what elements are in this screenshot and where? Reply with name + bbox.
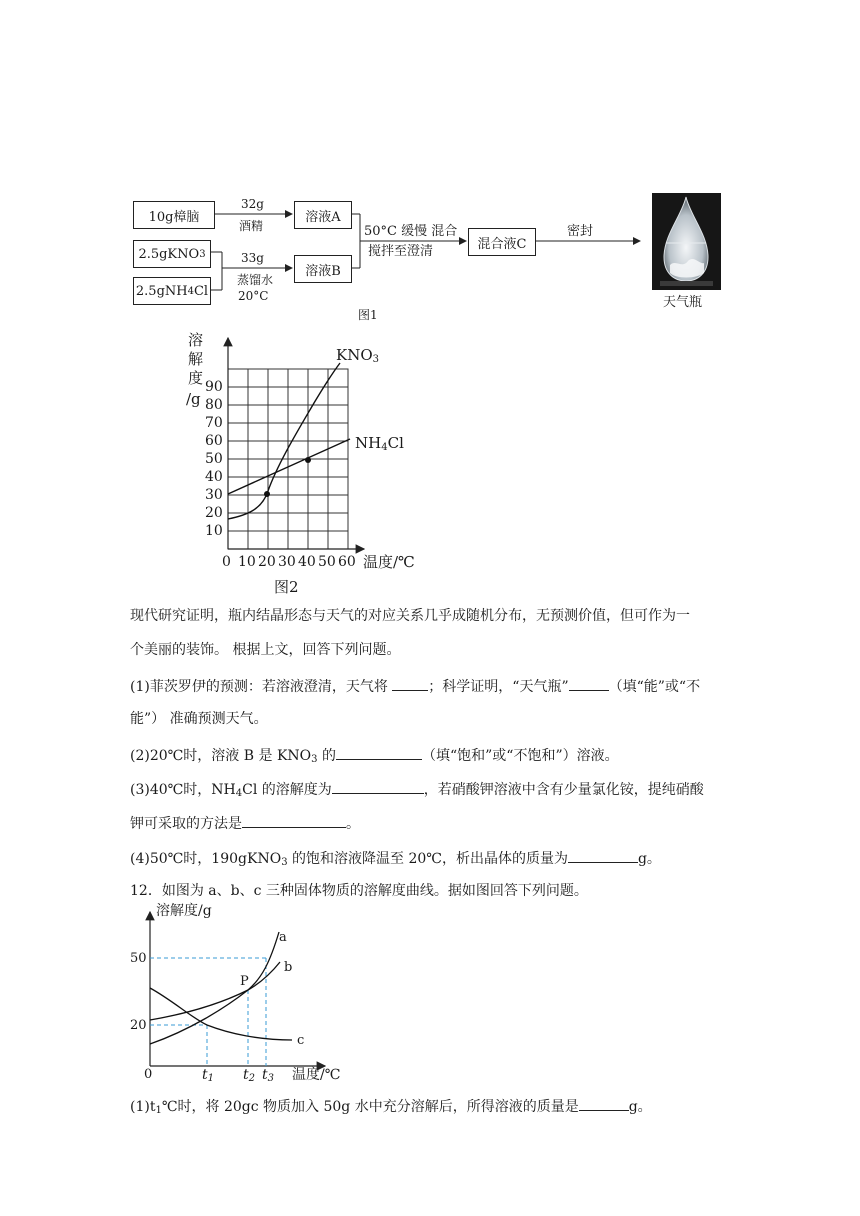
question-1-text-a: (1)菲茨罗伊的预测：若溶液澄清，天气将 [130, 679, 393, 695]
box-kno3-text: 2.5gKNO [138, 246, 200, 262]
series-label-nh4cl-text-a: NH [355, 434, 382, 452]
question-1-line-2: 能”） 准确预测天气。 [130, 711, 268, 727]
figure-2-ylabel-4: /g [186, 390, 201, 408]
question-3-sub: 4 [235, 788, 243, 799]
arrow1-bottom-label: 酒精 [239, 219, 264, 233]
figure-2-ylabel-1: 溶 [188, 331, 204, 349]
series-label-kno3-text: KNO [336, 346, 373, 364]
y-tick-50-fig3: 50 [130, 951, 147, 966]
x-tick-60: 60 [338, 554, 356, 570]
box-kno3-sub: 3 [199, 248, 206, 260]
box-nh4cl-text-b: Cl [193, 283, 209, 299]
x-tick-20: 20 [258, 554, 276, 570]
figure-3-ylabel: 溶解度/g [156, 903, 212, 919]
mix-label-top: 50°C 缓慢 混合 [364, 224, 458, 239]
question-12-1-text-a: (1)t [130, 1099, 156, 1115]
intro-line-1: 现代研究证明，瓶内结晶形态与天气的对应关系几乎成随机分布，无预测价值，但可作为一 [130, 608, 690, 624]
origin-label: 0 [144, 1067, 153, 1082]
figure-2-caption: 图2 [274, 578, 299, 596]
box-solution-b: 溶液B [294, 255, 352, 283]
x-tick-0: 0 [222, 554, 231, 570]
series-label-nh4cl-text-b: Cl [387, 434, 404, 452]
point-p-label: P [240, 974, 249, 989]
curve-c-label: c [297, 1033, 305, 1048]
question-2-text-a: (2)20℃时，溶液 B 是 KNO [130, 748, 312, 764]
t1-sub: 1 [207, 1073, 215, 1084]
bottle-caption: 天气瓶 [663, 295, 703, 310]
arrow2-bottom-label-2: 20°C [238, 289, 269, 303]
series-label-nh4cl-sub: 4 [381, 442, 388, 453]
figure-2-ylabel-3: 度 [188, 369, 204, 387]
question-12-part-1 [130, 1095, 652, 1121]
box-mixture-c: 混合液C [468, 228, 536, 256]
question-1-text-b: ；科学证明，“天气瓶” [428, 679, 569, 695]
t2-label [243, 1068, 255, 1086]
y-tick-70: 70 [205, 415, 223, 431]
curve-b-label: b [284, 960, 293, 975]
question-4-text-c: g。 [637, 851, 661, 867]
intro-line-2: 个美丽的装饰。 根据上文，回答下列问题。 [130, 642, 401, 658]
question-1-text-c: （填“能”或“不 [608, 679, 701, 695]
t1-label [202, 1068, 214, 1086]
question-12-1-text-b: ℃时，将 20gc 物质加入 50g 水中充分溶解后，所得溶液的质量是 [161, 1099, 579, 1115]
curve-b [150, 962, 280, 1020]
question-4-text-a: (4)50℃时，190gKNO [130, 851, 282, 867]
curve-c [150, 988, 292, 1040]
question-3-text-a: (3)40℃时，NH [130, 782, 236, 798]
y-tick-90: 90 [205, 379, 223, 395]
figure-3-xlabel: 温度/℃ [292, 1067, 341, 1083]
question-3-text-c: ，若硝酸钾溶液中含有少量氯化铵，提纯硝酸 [423, 782, 704, 798]
t1-text: t [202, 1067, 208, 1083]
question-12-intro: 12．如图为 a、b、c 三种固体物质的溶解度曲线。据如图回答下列问题。 [130, 883, 588, 899]
t2-text: t [243, 1067, 249, 1083]
figure-2-ylabel-2: 解 [188, 350, 204, 368]
arrow2-bottom-label-1: 蒸馏水 [237, 273, 274, 287]
y-tick-20: 20 [205, 505, 223, 521]
question-2-sub: 3 [311, 754, 318, 765]
question-3-text-b: Cl 的溶解度为 [242, 782, 332, 798]
question-3-text-d: 钾可采取的方法是 [130, 816, 242, 832]
box-solution-a: 溶液A [294, 201, 352, 229]
y-tick-20-fig3: 20 [130, 1018, 147, 1033]
t2-sub: 2 [248, 1073, 256, 1084]
t3-text: t [262, 1067, 268, 1083]
mix-label-bottom: 搅拌至澄清 [368, 244, 434, 259]
question-3-text-e: 。 [346, 816, 360, 832]
arrow1-top-label: 32g [241, 197, 264, 211]
arrow2-top-label: 33g [241, 251, 264, 265]
question-2-text-b: 的 [317, 748, 336, 764]
y-tick-10: 10 [205, 523, 223, 539]
box-camphor: 10g樟脑 [133, 201, 215, 229]
y-tick-40: 40 [205, 469, 223, 485]
question-12-1-sub: 1 [155, 1105, 162, 1116]
figure-2-xlabel: 温度/℃ [363, 553, 415, 571]
series-label-kno3-sub: 3 [372, 354, 380, 365]
seal-label: 密封 [567, 224, 594, 239]
x-tick-30: 30 [278, 554, 296, 570]
answer-blank-12-1[interactable] [579, 1095, 629, 1111]
x-tick-50: 50 [318, 554, 336, 570]
box-nh4cl-sub: 4 [187, 285, 194, 297]
y-tick-30: 30 [205, 487, 223, 503]
y-tick-80: 80 [205, 397, 223, 413]
curve-a-label: a [279, 930, 287, 945]
x-tick-40: 40 [298, 554, 316, 570]
question-2-text-c: （填“饱和”或“不饱和”）溶液。 [421, 748, 619, 764]
question-4-sub: 3 [281, 857, 288, 868]
x-tick-10: 10 [238, 554, 256, 570]
figure-1-caption: 图1 [358, 308, 378, 322]
t3-sub: 3 [267, 1073, 275, 1084]
y-tick-50: 50 [205, 451, 223, 467]
question-12-1-text-c: g。 [628, 1099, 652, 1115]
question-4-text-b: 的饱和溶液降温至 20℃，析出晶体的质量为 [287, 851, 568, 867]
t3-label [262, 1068, 274, 1086]
y-tick-60: 60 [205, 433, 223, 449]
box-nh4cl-text-a: 2.5gNH [135, 283, 188, 299]
